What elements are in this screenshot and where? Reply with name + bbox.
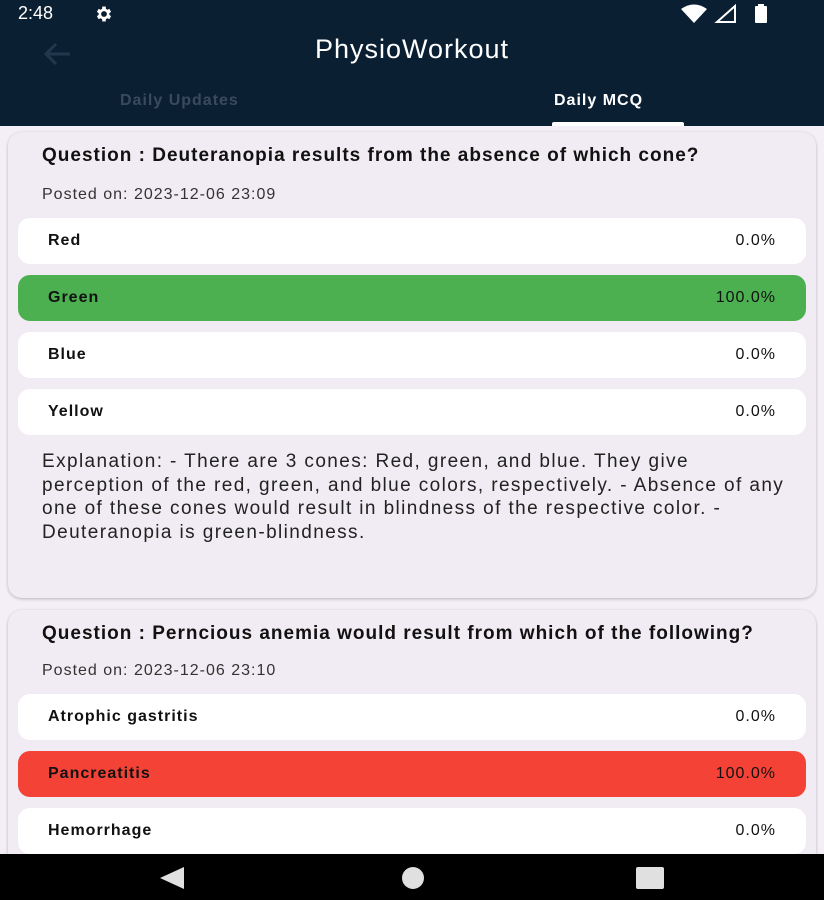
option-percent: 100.0%	[715, 765, 776, 782]
app-title: PhysioWorkout	[314, 34, 510, 64]
question-card	[8, 132, 816, 598]
question-text: Question : Deuteranopia results from the absence of which cone?	[42, 145, 700, 166]
option-label: Red	[48, 232, 82, 249]
option-percent: 0.0%	[735, 346, 776, 363]
option-yellow[interactable]	[18, 389, 806, 435]
option-label: Atrophic gastritis	[48, 708, 199, 725]
home-circle-icon[interactable]	[398, 866, 428, 890]
question-text: Question : Perncious anemia would result from which of the following?	[42, 623, 754, 644]
option-percent: 0.0%	[735, 708, 776, 725]
option-green[interactable]	[18, 275, 806, 321]
recents-square-icon[interactable]	[634, 866, 666, 890]
option-red[interactable]	[18, 218, 806, 264]
system-nav-bar	[0, 854, 824, 900]
option-percent: 0.0%	[735, 232, 776, 249]
back-triangle-icon[interactable]	[158, 866, 188, 890]
posted-date: Posted on: 2023-12-06 23:10	[42, 662, 277, 679]
status-time: 2:48	[18, 3, 54, 23]
signal-icon	[714, 4, 738, 24]
option-percent: 100.0%	[715, 289, 776, 306]
wifi-icon	[680, 4, 708, 24]
option-blue[interactable]	[18, 332, 806, 378]
battery-icon	[754, 4, 768, 24]
app-bar	[0, 28, 824, 126]
option-label: Green	[48, 289, 100, 306]
option-percent: 0.0%	[735, 403, 776, 420]
option-label: Yellow	[48, 403, 104, 420]
status-bar	[0, 0, 824, 28]
option-label: Pancreatitis	[48, 765, 151, 782]
explanation-text: Explanation: - There are 3 cones: Red, green, and blue. They give perception of the red, green, and blue colors, respectively. - Absence of any one of these cones would result in blindness of the respective color. - Deuteranopia is green-blindness.	[42, 451, 785, 543]
option-label: Blue	[48, 346, 87, 363]
gear-icon	[94, 4, 114, 24]
tab-daily-mcq[interactable]: Daily MCQ	[554, 92, 644, 109]
option-percent: 0.0%	[735, 822, 776, 839]
tab-daily-updates[interactable]: Daily Updates	[120, 92, 239, 109]
option-pancreatitis[interactable]	[18, 751, 806, 797]
mcq-list[interactable]	[0, 126, 824, 854]
posted-date: Posted on: 2023-12-06 23:09	[42, 186, 277, 203]
option-label: Hemorrhage	[48, 822, 153, 839]
option-hemorrhage[interactable]	[18, 808, 806, 854]
question-card	[8, 610, 816, 854]
option-atrophic-gastritis[interactable]	[18, 694, 806, 740]
